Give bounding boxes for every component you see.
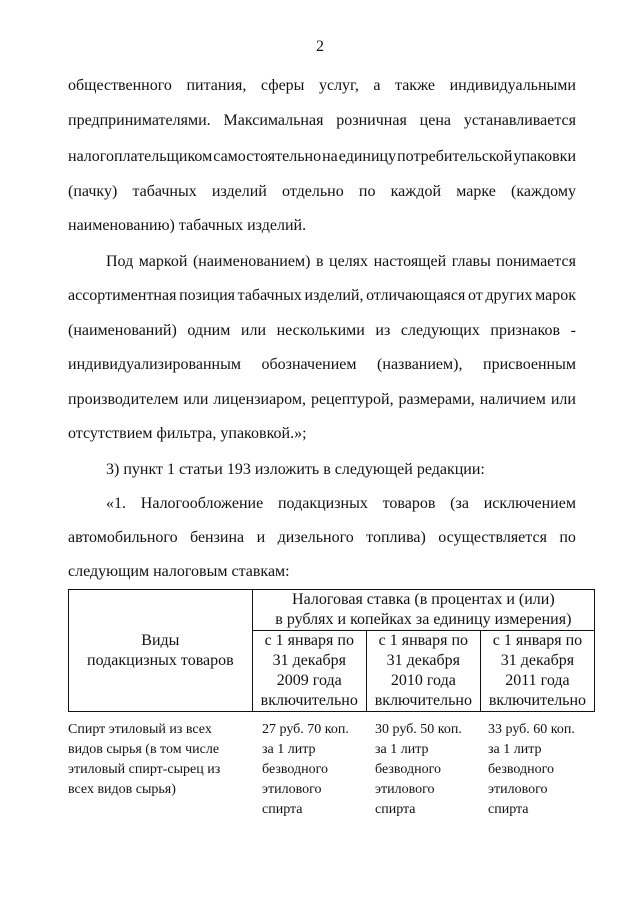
- period-line: 2011 года: [505, 672, 570, 689]
- rate-line: за 1 литр: [488, 742, 542, 757]
- word: следующих: [400, 322, 480, 339]
- name-line: этиловый спирт-сырец из: [68, 762, 221, 777]
- word: наличием: [479, 391, 546, 408]
- paragraph-2-line-4: [68, 356, 576, 374]
- word: питания,: [186, 77, 247, 94]
- word: индивидуализированным: [68, 356, 241, 373]
- period-line: с 1 января по: [378, 632, 469, 649]
- rate-line: безводного: [488, 762, 554, 777]
- paragraph-2-line-2: [68, 287, 576, 305]
- word: розничная: [336, 112, 407, 129]
- rate-line: безводного: [262, 762, 328, 777]
- period-line: 31 декабря: [500, 652, 575, 669]
- rate-line: за 1 литр: [375, 742, 429, 757]
- word: цена: [419, 112, 451, 129]
- word: (наименований): [68, 322, 177, 339]
- word: одним: [187, 322, 231, 339]
- word: из: [375, 322, 391, 339]
- paragraph-1-line-3: [68, 148, 576, 166]
- page-number: 2: [316, 38, 324, 55]
- paragraph-2-line-5: [68, 391, 576, 409]
- word: по: [559, 529, 576, 546]
- tax-rate-table: [68, 589, 595, 712]
- word: отдельно: [282, 183, 344, 200]
- period-line: включительно: [488, 692, 587, 709]
- word: рецептурой,: [310, 391, 394, 408]
- rate-line: этилового: [375, 782, 435, 797]
- word: табачных: [237, 287, 302, 304]
- word: упаковки: [513, 148, 576, 165]
- word: изделий,: [304, 287, 364, 304]
- paragraph-2-line-3: [68, 322, 576, 340]
- word: несколькими: [276, 322, 365, 339]
- word: настоящей: [373, 253, 447, 270]
- rate-line: 27 руб. 70 коп.: [262, 722, 349, 737]
- word: (наименованием): [192, 253, 311, 270]
- name-line: видов сырья (в том числе: [68, 742, 220, 757]
- rate-line: 30 руб. 50 коп.: [375, 722, 462, 737]
- word: самостоятельно: [213, 148, 322, 165]
- word: дизельного: [277, 529, 354, 546]
- kinds-header-line: подакцизных товаров: [87, 651, 234, 669]
- word: и: [256, 529, 266, 546]
- word: индивидуальными: [449, 77, 576, 94]
- paragraph-3-line: 3) пункт 1 статьи 193 изложить в следующей редакции:: [106, 461, 485, 478]
- word: Максимальная: [223, 112, 324, 129]
- rate-line: 33 руб. 60 коп.: [488, 722, 575, 737]
- period-line: включительно: [260, 692, 358, 709]
- word: услуг,: [318, 77, 359, 94]
- word: или: [183, 391, 209, 408]
- word: Под: [106, 253, 134, 270]
- rate-header-cell: [252, 590, 594, 631]
- paragraph-4-line-1: [106, 495, 576, 513]
- word: на: [322, 148, 338, 165]
- period-line: с 1 января по: [492, 632, 583, 649]
- paragraph-4-last-line: следующим налоговым ставкам:: [68, 563, 290, 580]
- word: табачных: [132, 183, 197, 200]
- rate-header-line: в рублях и копейках за единицу измерения): [275, 611, 572, 628]
- word: марок: [535, 287, 576, 304]
- name-line: Спирт этиловый из всех: [68, 722, 212, 737]
- paragraph-4-line-2: [68, 529, 576, 547]
- paragraph-2-line-1: [106, 253, 576, 271]
- kinds-header-cell: [69, 590, 253, 712]
- period-line: 31 декабря: [386, 652, 461, 669]
- rate-line: этилового: [262, 782, 322, 797]
- word: обозначением: [261, 356, 357, 373]
- rate-line: этилового: [488, 782, 548, 797]
- paragraph-2-last-line: отсутствием фильтра, упаковкой.»;: [68, 425, 307, 442]
- word: товаров: [382, 495, 436, 512]
- word: производителем: [68, 391, 179, 408]
- word: сферы: [260, 77, 305, 94]
- rate-line: спирта: [488, 802, 529, 817]
- rate-2009: [262, 720, 370, 820]
- word: или: [550, 391, 576, 408]
- period-line: 31 декабря: [272, 652, 346, 669]
- word: (каждому: [511, 183, 576, 200]
- word: присвоенным: [483, 356, 576, 373]
- word: единицу: [338, 148, 397, 165]
- period-line: с 1 января по: [264, 632, 354, 649]
- word: в: [315, 253, 324, 270]
- rate-2011: [488, 720, 598, 820]
- word: (за: [450, 495, 469, 512]
- word: от: [468, 287, 483, 304]
- word: исключением: [483, 495, 576, 512]
- table-header-row: [69, 590, 595, 631]
- period-2009-cell: [252, 631, 366, 712]
- excise-good-name: [68, 720, 258, 800]
- word: устанавливается: [463, 112, 576, 129]
- word: отличающаяся: [366, 287, 466, 304]
- word: каждой: [390, 183, 442, 200]
- word: других: [485, 287, 533, 304]
- word: целях: [329, 253, 369, 270]
- word: (пачку): [68, 183, 118, 200]
- word: предпринимателями.: [68, 112, 211, 129]
- word: а: [373, 77, 381, 94]
- word: -: [570, 322, 576, 339]
- rate-2010: [375, 720, 483, 820]
- word: изделий: [211, 183, 267, 200]
- word: общественного: [68, 77, 172, 94]
- word: марке: [456, 183, 496, 200]
- period-2010-cell: [366, 631, 480, 712]
- word: лицензиаром,: [213, 391, 306, 408]
- word: подакцизных: [277, 495, 368, 512]
- word: потребительской: [397, 148, 513, 165]
- paragraph-1-line-1: [68, 77, 576, 95]
- period-line: включительно: [374, 692, 472, 709]
- paragraph-1-line-2: [68, 112, 576, 130]
- word: по: [358, 183, 376, 200]
- word: размерами,: [398, 391, 475, 408]
- word: ассортиментная: [68, 287, 177, 304]
- rate-line: спирта: [375, 802, 416, 817]
- word: маркой: [138, 253, 188, 270]
- word: осуществляется: [438, 529, 547, 546]
- word: позиция: [179, 287, 236, 304]
- word: также: [395, 77, 436, 94]
- word: бензина: [190, 529, 245, 546]
- word: или: [240, 322, 267, 339]
- period-line: 2010 года: [390, 672, 456, 689]
- period-2011-cell: [480, 631, 594, 712]
- period-line: 2009 года: [276, 672, 342, 689]
- word: Налогообложение: [140, 495, 264, 512]
- rate-line: безводного: [375, 762, 441, 777]
- word: главы: [451, 253, 491, 270]
- word: автомобильного: [68, 529, 178, 546]
- rate-line: за 1 литр: [262, 742, 316, 757]
- word: «1.: [106, 495, 126, 512]
- paragraph-1-line-4: [68, 183, 576, 201]
- name-line: всех видов сырья): [68, 782, 176, 797]
- word: (названием),: [377, 356, 463, 373]
- paragraph-1-last-line: наименованию) табачных изделий.: [68, 217, 307, 234]
- word: налогоплательщиком: [68, 148, 213, 165]
- word: признаков: [490, 322, 561, 339]
- rate-header-line: Налоговая ставка (в процентах и (или): [292, 591, 555, 608]
- word: понимается: [496, 253, 576, 270]
- rate-line: спирта: [262, 802, 303, 817]
- word: топлива): [366, 529, 426, 546]
- kinds-header-line: Виды: [141, 631, 180, 649]
